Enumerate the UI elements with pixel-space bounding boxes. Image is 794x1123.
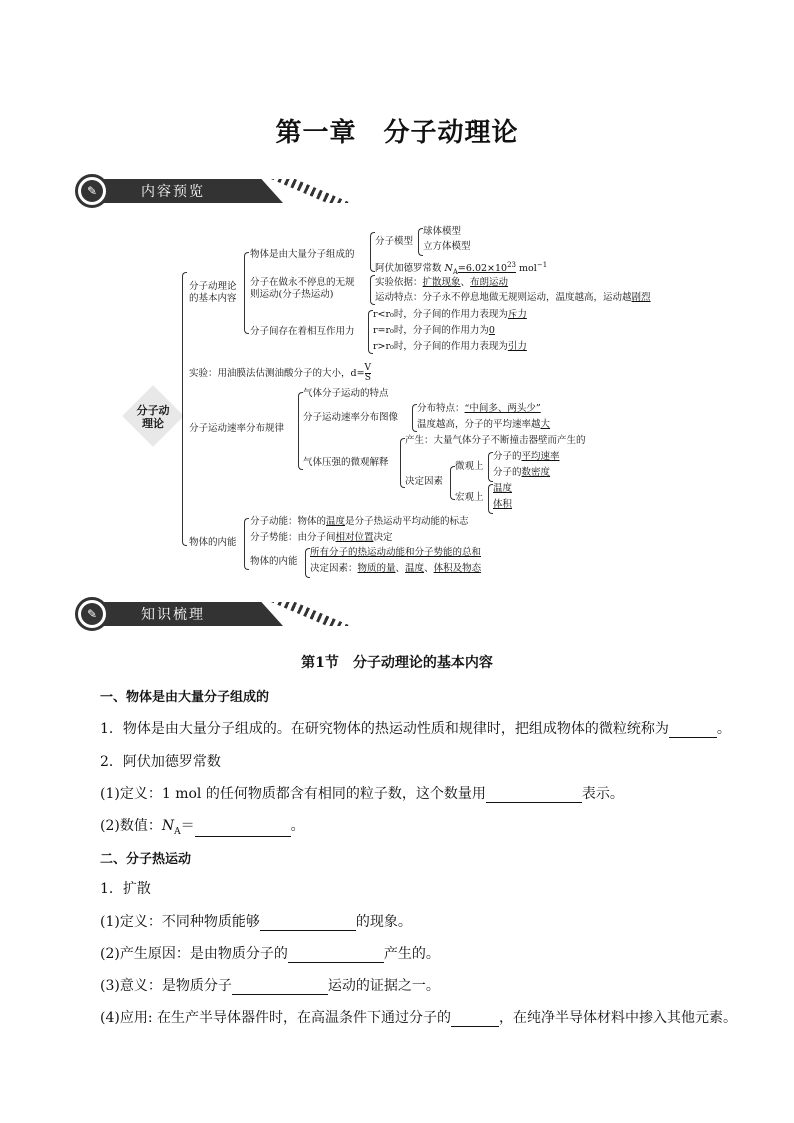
scroll-icon: ✎ xyxy=(75,597,109,631)
para-1: 1．物体是由大量分子组成的。在研究物体的热运动性质和规律时，把组成物体的微粒统称为 。 xyxy=(100,721,731,737)
mindmap-center: 分子动 理论 xyxy=(125,388,181,444)
para-9: (4)应用: 在生产半导体器件时，在高温条件下通过分子的 ，在纯净半导体材料中掺入其他元素。 xyxy=(100,1010,737,1026)
blank[interactable] xyxy=(288,948,384,963)
branch-speed-distribution: 分子运动速率分布规律 xyxy=(189,423,285,434)
branch-experiment: 实验：用油膜法估测油酸分子的大小，d= $\frac{V}{S}$ xyxy=(189,363,372,383)
node-molecules: 物体是由大量分子组成的 xyxy=(250,249,355,260)
preview-banner xyxy=(75,174,275,208)
main-brace xyxy=(182,272,187,546)
section-title: 第1节 分子动理论的基本内容 xyxy=(301,655,493,671)
para-6: (1)定义：不同种物质能够 的现象。 xyxy=(100,914,412,930)
node-thermal-motion: 分子在做永不停息的无规 则运动(分子热运动) xyxy=(250,277,355,300)
knowledge-banner xyxy=(75,597,275,631)
blank[interactable] xyxy=(195,822,291,837)
heading-1: 一、物体是由大量分子组成的 xyxy=(100,690,270,705)
blank[interactable] xyxy=(451,1012,499,1027)
banner-stripes xyxy=(271,179,351,203)
para-8: (3)意义：是物质分子 运动的证据之一。 xyxy=(100,978,440,994)
banner-stripes xyxy=(271,602,351,626)
banner-label: 内容预览 xyxy=(141,184,205,200)
blank[interactable] xyxy=(669,723,717,738)
para-4: (2)数值：$N_A=$ 。 xyxy=(100,818,305,837)
blank[interactable] xyxy=(486,788,582,803)
blank[interactable] xyxy=(260,916,356,931)
heading-2: 二、分子热运动 xyxy=(100,852,192,867)
para-5: 1．扩散 xyxy=(100,881,151,897)
branch-basic: 分子动理论 的基本内容 xyxy=(189,281,237,304)
para-3: (1)定义：1 mol 的任何物质都含有相同的粒子数，这个数量用 表示。 xyxy=(100,786,624,802)
node-force: 分子间存在着相互作用力 xyxy=(250,326,355,337)
chapter-title: 第一章 分子动理论 xyxy=(275,118,519,148)
para-2: 2．阿伏加德罗常数 xyxy=(100,754,221,770)
banner-label: 知识梳理 xyxy=(141,607,205,623)
scroll-icon: ✎ xyxy=(75,174,109,208)
branch-internal-energy: 物体的内能 xyxy=(189,537,237,548)
node-model: 分子模型 xyxy=(375,236,414,247)
para-7: (2)产生原因：是由物质分子的 产生的。 xyxy=(100,946,440,962)
node-avogadro: 阿伏加德罗常数 $N_A=6.02\times 10^{23}$ mol$^{-1}$ xyxy=(375,261,548,277)
blank[interactable] xyxy=(232,980,328,995)
